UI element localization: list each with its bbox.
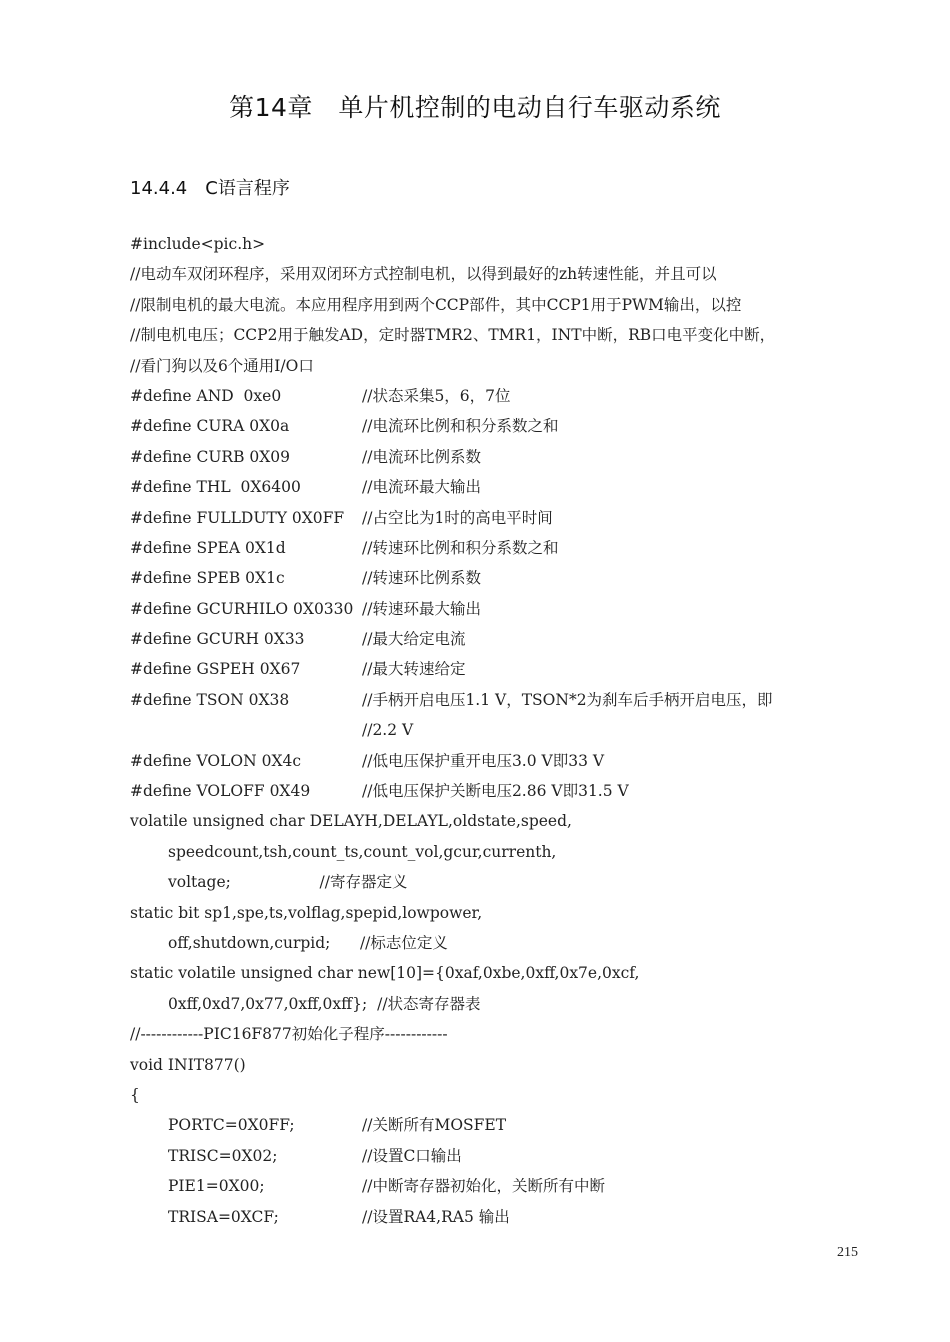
define-line	[130, 624, 860, 654]
code-line: static volatile unsigned char new[10]={0xaf,0xbe,0xff,0x7e,0xcf,	[130, 964, 640, 983]
define-line	[130, 472, 860, 502]
define-code: #define VOLOFF 0X49	[130, 782, 311, 801]
define-code: #define GCURH 0X33	[130, 630, 305, 649]
statement-code: PORTC=0X0FF;	[168, 1116, 295, 1135]
page-number: 215	[837, 1245, 858, 1260]
code-line: {	[130, 1085, 140, 1104]
code-comment-line: //看门狗以及6个通用I/O口	[130, 356, 314, 375]
define-line	[130, 411, 860, 441]
define-code: #define VOLON 0X4c	[130, 751, 302, 770]
define-line	[130, 594, 860, 624]
comment-continuation: //2.2 V	[362, 721, 414, 740]
code-comment-line: //限制电机的最大电流。本应用程序用到两个CCP部件，其中CCP1用于PWM输出，以控	[130, 295, 742, 314]
statement-comment: //关断所有MOSFET	[362, 1116, 507, 1135]
define-code: #define GSPEH 0X67	[130, 660, 301, 679]
define-comment: //最大给定电流	[362, 630, 466, 649]
define-line	[130, 776, 860, 806]
code-statement-line	[130, 1110, 860, 1140]
define-code: #define AND 0xe0	[130, 386, 282, 405]
code-comment-line: //制电机电压；CCP2用于触发AD，定时器TMR2、TMR1，INT中断，RB口电平变化中断，	[130, 326, 776, 345]
statement-comment: //设置RA4,RA5 输出	[362, 1207, 510, 1226]
statement-comment: //中断寄存器初始化，关断所有中断	[362, 1177, 605, 1196]
code-line: static bit sp1,spe,ts,volflag,spepid,lowpower,	[130, 903, 483, 922]
statement-code: TRISA=0XCF;	[168, 1207, 279, 1226]
code-statement-line	[130, 1171, 860, 1201]
define-comment: //最大转速给定	[362, 660, 466, 679]
define-code: #define TSON 0X38	[130, 690, 290, 709]
define-line	[130, 381, 860, 411]
define-line	[130, 563, 860, 593]
code-line: void INIT877()	[130, 1055, 246, 1074]
define-line	[130, 746, 860, 776]
code-statement-line	[130, 1141, 860, 1171]
define-comment: //电流环比例系数	[362, 447, 481, 466]
define-comment: //低电压保护重开电压3.0 V即33 V	[362, 751, 605, 770]
statement-comment: //设置C口输出	[362, 1146, 462, 1165]
code-line: speedcount,tsh,count_ts,count_vol,gcur,currenth,	[168, 842, 557, 861]
define-comment: //低电压保护关断电压2.86 V即31.5 V	[362, 782, 629, 801]
define-code: #define SPEA 0X1d	[130, 538, 286, 557]
define-comment: //转速环比例系数	[362, 569, 481, 588]
section-title: 14.4.4 C语言程序	[130, 178, 290, 199]
define-code: #define CURA 0X0a	[130, 417, 290, 436]
statement-code: TRISC=0X02;	[168, 1146, 278, 1165]
define-code: #define FULLDUTY 0X0FF	[130, 508, 345, 527]
define-comment: //电流环最大输出	[362, 478, 481, 497]
code-line: volatile unsigned char DELAYH,DELAYL,oldstate,speed,	[130, 812, 572, 831]
code-line: off,shutdown,curpid; //标志位定义	[168, 933, 448, 952]
chapter-title: 第14章 单片机控制的电动自行车驱动系统	[229, 93, 721, 122]
code-listing	[130, 229, 860, 1232]
define-comment: //手柄开启电压1.1 V，TSON*2为刹车后手柄开启电压，即	[362, 690, 773, 709]
define-code: #define CURB 0X09	[130, 447, 291, 466]
code-comment-line: //------------PIC16F877初始化子程序------------	[130, 1025, 448, 1044]
code-line: #include<pic.h>	[130, 235, 266, 253]
define-comment: //状态采集5，6，7位	[362, 386, 511, 405]
code-line: voltage; //寄存器定义	[168, 873, 408, 892]
define-line	[130, 442, 860, 472]
define-comment: //转速环比例和积分系数之和	[362, 538, 559, 557]
define-code: #define SPEB 0X1c	[130, 569, 285, 588]
define-line	[130, 685, 860, 715]
define-comment: //电流环比例和积分系数之和	[362, 417, 559, 436]
statement-code: PIE1=0X00;	[168, 1177, 265, 1196]
code-statement-line	[130, 1202, 860, 1232]
define-line	[130, 503, 860, 533]
code-comment-line: //电动车双闭环程序，采用双闭环方式控制电机，以得到最好的zh转速性能，并且可以	[130, 265, 717, 284]
define-code: #define GCURHILO 0X0330	[130, 599, 354, 618]
define-comment: //转速环最大输出	[362, 599, 481, 618]
define-line	[130, 654, 860, 684]
code-line: 0xff,0xd7,0x77,0xff,0xff}; //状态寄存器表	[168, 994, 481, 1013]
define-code: #define THL 0X6400	[130, 478, 301, 497]
define-line	[130, 533, 860, 563]
define-comment: //占空比为1时的高电平时间	[362, 508, 553, 527]
